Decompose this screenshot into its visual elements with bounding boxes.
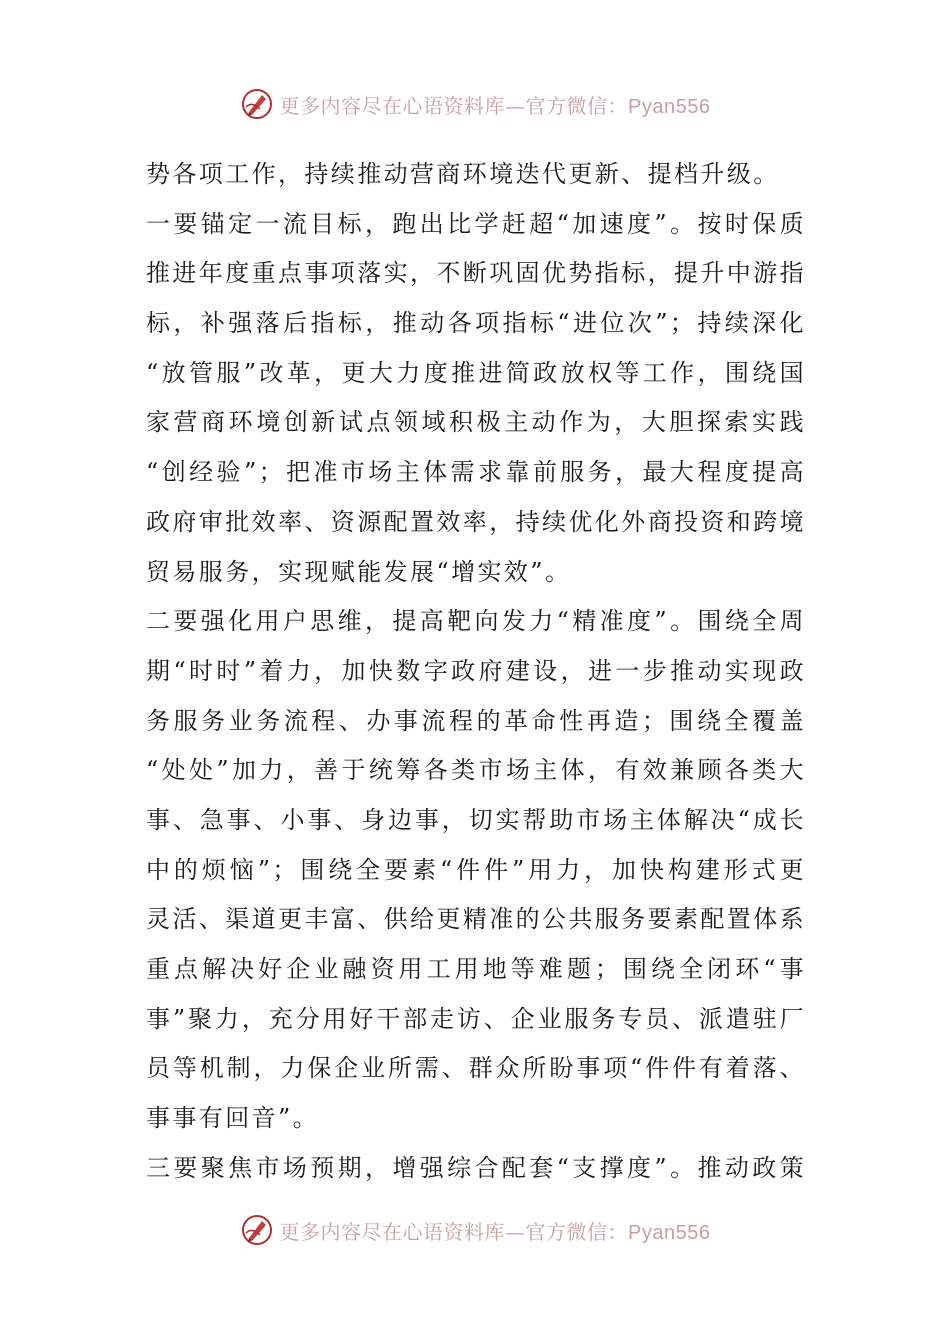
body-text-line: 期“时时”着力，加快数字政府建设，进一步推动实现政 xyxy=(146,656,806,685)
body-text-line: 一要锚定一流目标，跑出比学赶超“加速度”。按时保质 xyxy=(146,209,806,238)
pen-nib-logo-icon xyxy=(240,1213,274,1247)
body-text-line: 中的烦恼”；围绕全要素“件件”用力，加快构建形式更 xyxy=(146,855,806,884)
body-text-line: 重点解决好企业融资用工用地等难题；围绕全闭环“事 xyxy=(146,955,806,983)
body-text-line: 家营商环境创新试点领域积极主动作为，大胆探索实践 xyxy=(146,408,806,437)
footer-watermark-banner xyxy=(0,1210,950,1250)
body-text-line: 三要聚焦市场预期，增强综合配套“支撑度”。推动政策 xyxy=(146,1153,806,1182)
body-text-line: 贸易服务，实现赋能发展“增实效”。 xyxy=(146,557,572,586)
body-text-line: 务服务业务流程、办事流程的革命性再造；围绕全覆盖 xyxy=(146,706,806,735)
body-text-line: 事、急事、小事、身边事，切实帮助市场主体解决“成长 xyxy=(146,805,806,834)
body-text-line: 标，补强落后指标，推动各项指标“进位次”；持续深化 xyxy=(146,309,806,338)
footer-banner-text xyxy=(280,1216,711,1245)
body-text-line: 二要强化用户思维，提高靶向发力“精准度”。围绕全周 xyxy=(146,607,806,636)
header-watermark-banner xyxy=(0,84,950,124)
body-text-line: “放管服”改革，更大力度推进简政放权等工作，围绕国 xyxy=(146,358,806,387)
pen-nib-logo-icon xyxy=(240,87,274,121)
header-banner-id: Pyan556 xyxy=(628,95,711,118)
document-body xyxy=(146,150,806,1193)
body-text-line: 事事有回音”。 xyxy=(146,1104,320,1133)
body-text-line: 灵活、渠道更丰富、供给更精准的公共服务要素配置体系 xyxy=(146,905,806,934)
footer-banner-id: Pyan556 xyxy=(628,1221,711,1244)
footer-banner-label: 更多内容尽在心语资料库—官方微信： xyxy=(279,1219,629,1244)
body-text-line: 势各项工作，持续推动营商环境迭代更新、提档升级。 xyxy=(146,160,780,188)
body-text-line: 员等机制，力保企业所需、群众所盼事项“件件有着落、 xyxy=(146,1054,806,1083)
body-text-line: 政府审批效率、资源配置效率，持续优化外商投资和跨境 xyxy=(146,507,806,536)
body-text-line: “创经验”；把准市场主体需求靠前服务，最大程度提高 xyxy=(146,458,806,487)
body-text-line: 事”聚力，充分用好干部走访、企业服务专员、派遣驻厂 xyxy=(146,1004,806,1033)
header-banner-text xyxy=(280,90,711,119)
body-text-line: 推进年度重点事项落实，不断巩固优势指标，提升中游指 xyxy=(146,259,806,288)
header-banner-label: 更多内容尽在心语资料库—官方微信： xyxy=(279,93,629,118)
body-text-line: “处处”加力，善于统筹各类市场主体，有效兼顾各类大 xyxy=(146,756,806,785)
